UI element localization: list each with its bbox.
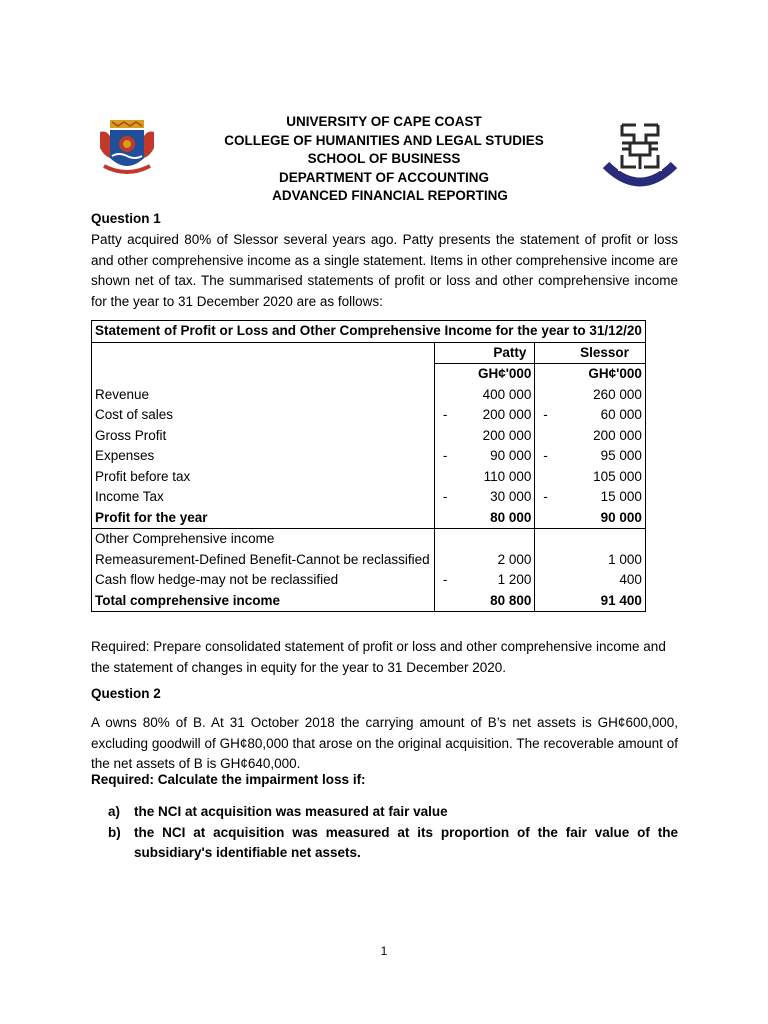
list-item: a) the NCI at acquisition was measured at fair value: [108, 804, 448, 819]
question-1-intro: [91, 230, 678, 312]
income-statement-table: [91, 320, 646, 612]
question-2-heading: Question 2: [91, 686, 161, 701]
unit-patty: GH¢'000: [455, 364, 535, 385]
table-row: Revenue 400 000 260 000: [92, 385, 646, 406]
question-1-intro-text: Patty acquired 80% of Slessor several years ago. Patty presents the statement of profit or loss and other comprehensive income as a single statement. Items in other comprehensive income are shown net of tax. The summarised statements of profit or loss and other comprehensive income for the year to 31 December 2020 are as follows:: [91, 232, 678, 309]
column-header-patty: Patty: [493, 344, 527, 360]
department-name: DEPARTMENT OF ACCOUNTING: [279, 169, 489, 185]
question-1-required-text: Required: Prepare consolidated statement of profit or loss and other comprehensive income and the statement of changes in equity for the year to 31 December 2020.: [91, 639, 666, 675]
question-2-intro-text: A owns 80% of B. At 31 October 2018 the carrying amount of B’s net assets is GH¢600,000, excluding goodwill of GH¢80,000 that arose on the original acquisition. The recoverable amount of the net assets of B is GH¢640,000.: [91, 715, 678, 771]
list-item: b) the NCI at acquisition was measured at its proportion of the fair value of the subsidiary's identifiable net assets.: [108, 824, 678, 860]
school-name: SCHOOL OF BUSINESS: [307, 151, 461, 166]
table-row: Cost of sales - 200 000 - 60 000: [92, 405, 646, 426]
unit-slessor: GH¢'000: [556, 364, 646, 385]
course-title: ADVANCED FINANCIAL REPORTING: [272, 188, 508, 203]
table-caption: Statement of Profit or Loss and Other Comprehensive Income for the year to 31/12/20: [92, 321, 646, 343]
column-header-slessor: Slessor: [556, 342, 646, 364]
table-row: Gross Profit 200 000 200 000: [92, 426, 646, 447]
university-name: UNIVERSITY OF CAPE COAST: [286, 114, 482, 129]
question-2-intro: [91, 713, 678, 775]
document-header: [0, 113, 768, 206]
college-name: COLLEGE OF HUMANITIES AND LEGAL STUDIES: [224, 132, 544, 148]
question-2-required: Required: Calculate the impairment loss if:: [91, 772, 366, 787]
table-row: Total comprehensive income 80 800 91 400: [92, 591, 646, 612]
table-row: Profit before tax 110 000 105 000: [92, 467, 646, 488]
table-row: Other Comprehensive income: [92, 529, 646, 550]
question-1-heading: Question 1: [91, 211, 161, 226]
table-row: Profit for the year 80 000 90 000: [92, 508, 646, 529]
table-row: Income Tax - 30 000 - 15 000: [92, 487, 646, 508]
page-number: 1: [380, 944, 388, 958]
table-row: Expenses - 90 000 - 95 000: [92, 446, 646, 467]
table-row: Cash flow hedge-may not be reclassified - 1 200 400: [92, 570, 646, 591]
question-1-required: [91, 637, 678, 678]
question-2-items: [108, 802, 678, 864]
table-row: Remeasurement-Defined Benefit-Cannot be reclassified 2 000 1 000: [92, 550, 646, 571]
